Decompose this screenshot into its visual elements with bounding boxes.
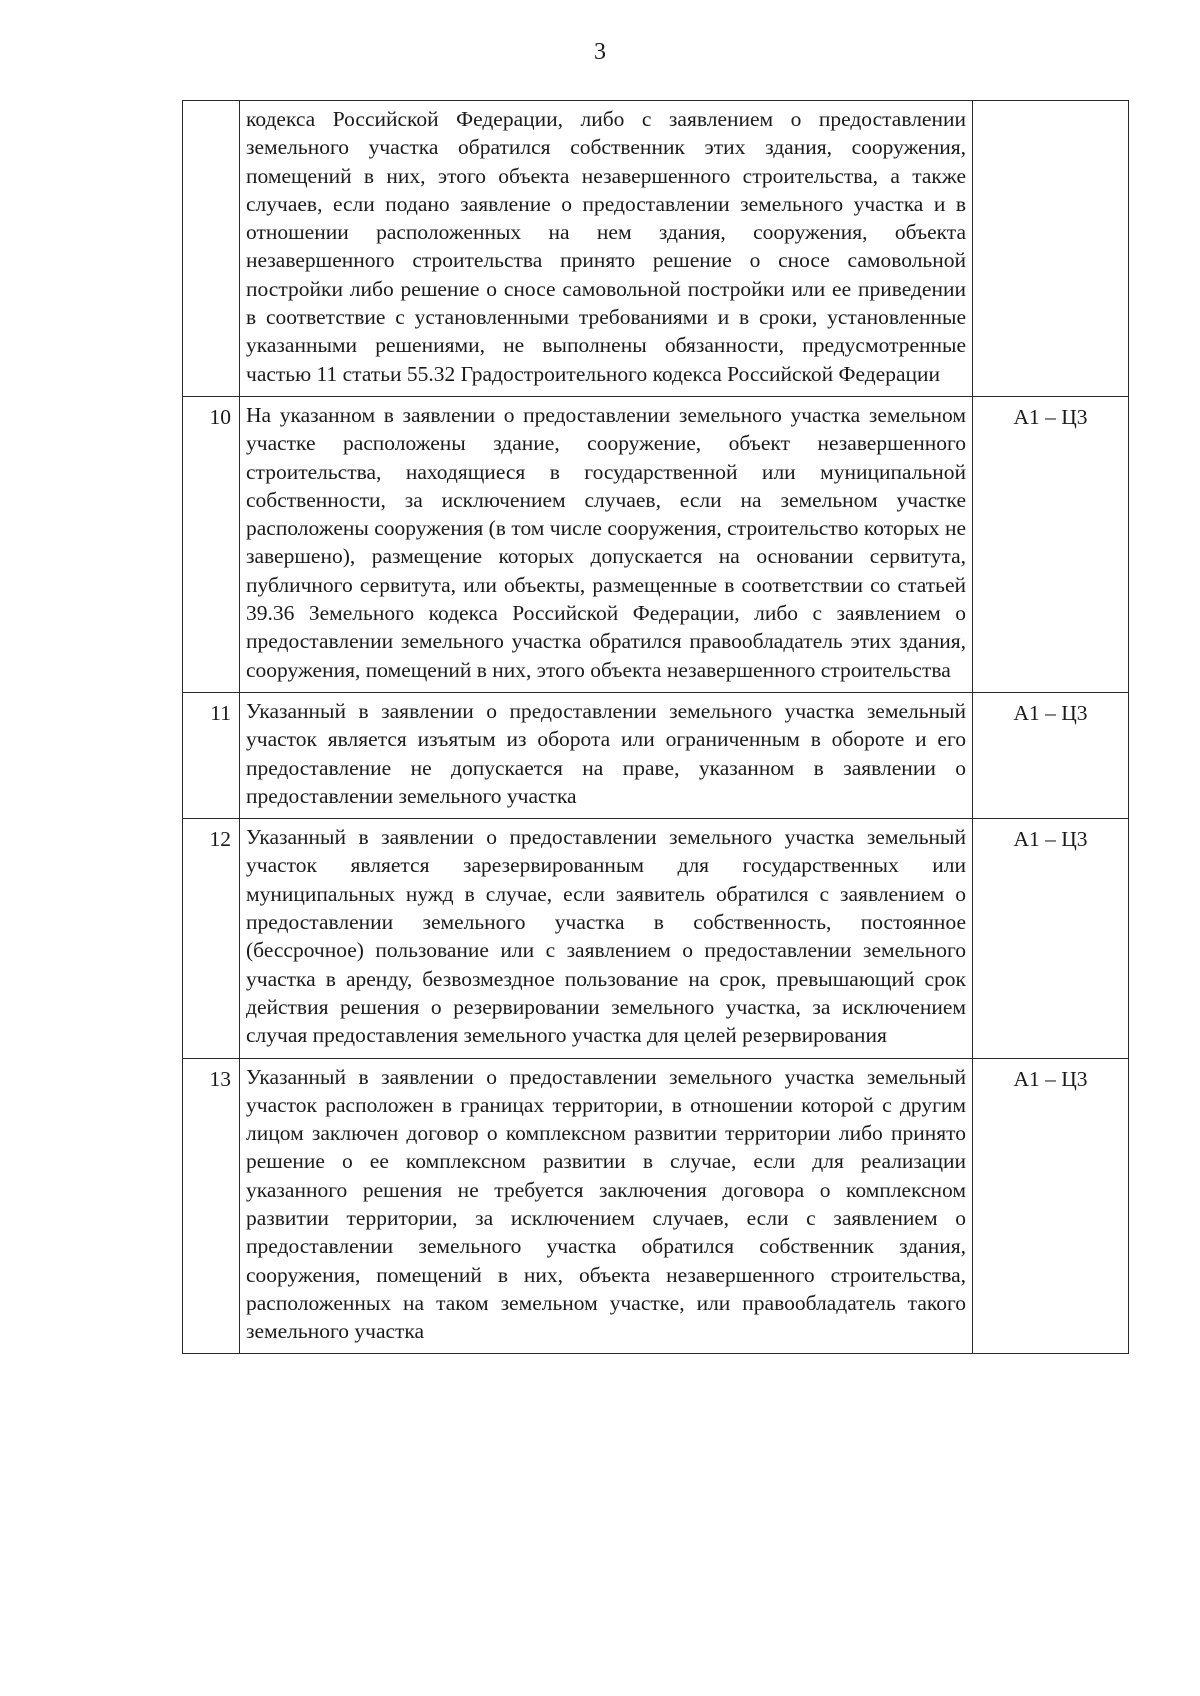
row-number: 10 <box>183 396 240 692</box>
row-text: кодекса Российской Федерации, либо с заявлением о предоставлении земельного участка обратился собственник этих здания, сооружения, помещений в них, этого объекта незавершенного строительства, а также случаев, если подано заявление о предоставлении земельного участка и в отношении расположенных на нем здания, сооружения, объекта незавершенного строительства принято решение о сносе самовольной постройки либо решение о сносе самовольной постройки или ее приведении в соответствие с установленными требованиями и в сроки, установленные указанными решениями, не выполнены обязанности, предусмотренные частью 11 статьи 55.32 Градостроительного кодекса Российской Федерации <box>240 101 973 397</box>
row-code: А1 – Ц3 <box>973 396 1129 692</box>
row-code: А1 – Ц3 <box>973 819 1129 1058</box>
table-row <box>183 396 1129 692</box>
row-number <box>183 101 240 397</box>
row-text: Указанный в заявлении о предоставлении земельного участка земельный участок является зарезервированным для государственных или муниципальных нужд в случае, если заявитель обратился с заявлением о предоставлении земельного участка в собственность, постоянное (бессрочное) пользование или с заявлением о предоставлении земельного участка в аренду, безвозмездное пользование на срок, превышающий срок действия решения о резервировании земельного участка, за исключением случая предоставления земельного участка для целей резервирования <box>240 819 973 1058</box>
row-number: 11 <box>183 692 240 818</box>
grounds-table <box>182 100 1129 1354</box>
page-number: 3 <box>594 39 606 65</box>
row-code: А1 – Ц3 <box>973 1058 1129 1354</box>
row-number: 12 <box>183 819 240 1058</box>
table-row <box>183 819 1129 1058</box>
row-code: А1 – Ц3 <box>973 692 1129 818</box>
row-text: На указанном в заявлении о предоставлении земельного участка земельном участке расположены здание, сооружение, объект незавершенного строительства, находящиеся в государственной или муниципальной собственности, за исключением случаев, если на земельном участке расположены сооружения (в том числе сооружения, строительство которых не завершено), размещение которых допускается на основании сервитута, публичного сервитута, или объекты, размещенные в соответствии со статьей 39.36 Земельного кодекса Российской Федерации, либо с заявлением о предоставлении земельного участка обратился правообладатель этих здания, сооружения, помещений в них, этого объекта незавершенного строительства <box>240 396 973 692</box>
table-row <box>183 1058 1129 1354</box>
row-text: Указанный в заявлении о предоставлении земельного участка земельный участок является изъятым из оборота или ограниченным в обороте и его предоставление не допускается на праве, указанном в заявлении о предоставлении земельного участка <box>240 692 973 818</box>
row-number: 13 <box>183 1058 240 1354</box>
table-row <box>183 692 1129 818</box>
row-code <box>973 101 1129 397</box>
row-text: Указанный в заявлении о предоставлении земельного участка земельный участок расположен в границах территории, в отношении которой с другим лицом заключен договор о комплексном развитии территории либо принято решение о ее комплексном развитии в случае, если для реализации указанного решения не требуется заключения договора о комплексном развитии территории, за исключением случаев, если с заявлением о предоставлении земельного участка обратился собственник здания, сооружения, помещений в них, объекта незавершенного строительства, расположенных на таком земельном участке, или правообладатель такого земельного участка <box>240 1058 973 1354</box>
table-row <box>183 101 1129 397</box>
